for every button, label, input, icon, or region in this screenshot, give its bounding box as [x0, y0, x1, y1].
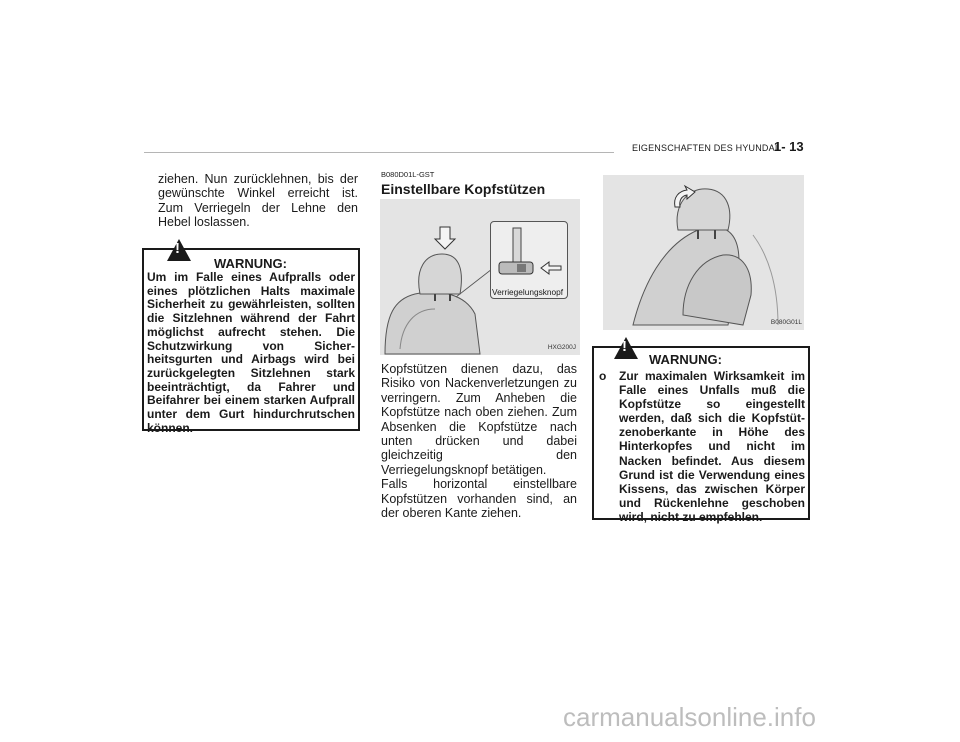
warning-box-headrest	[592, 338, 810, 524]
seat-headrest-side-illustration	[603, 175, 804, 330]
warning-title: WARNUNG:	[649, 352, 722, 367]
page-number: 1- 13	[774, 139, 804, 154]
lock-button-label: Verriegelungsknopf	[492, 287, 564, 297]
headrest-height-figure	[603, 175, 804, 330]
section-title: Einstellbare Kopfstützen	[381, 181, 546, 197]
section-code: B080D01L-GST	[381, 170, 435, 179]
warning-body: Um im Falle eines Aufpralls oder eines plötzlichen Halts maximale Sicherheit zu gewährleisten, sollten die Sitzlehnen während der Fahrt möglichst aufrecht stehen. Die Schutzwirkung von Sicher-heitsgurten und Airbags wird bei zurückgelegten Sitzlehnen stark beeinträchtigt, da Fahrer und Beifahrer bei einem starken Aufprall unter dem Gurt hindurchrutschen können.	[147, 270, 355, 435]
intro-paragraph: ziehen. Nun zurücklehnen, bis der gewünschte Winkel erreicht ist. Zum Verriegeln der Lehne den Hebel loslassen.	[158, 172, 358, 230]
warning-triangle-icon: !	[167, 239, 191, 261]
warning-triangle-icon: !	[614, 337, 638, 359]
figure-code: HXG200J	[547, 344, 576, 351]
headrest-paragraph: Kopfstützen dienen dazu, das Risiko von Nackenverletzungen zu verringern. Zum Anheben die Kopfstütze nach oben ziehen. Zum Absenken die Kopfstütze nach unten drücken und dabei gleichzeitig den Verriegelungsknopf betätigen. Falls horizontal einstellbare Kopfstützen vorhanden sind, an der oberen Kante ziehen.	[381, 362, 577, 521]
figure-code: B080G01L	[770, 319, 802, 326]
watermark: carmanualsonline.info	[563, 702, 816, 732]
headrest-lock-figure	[380, 199, 580, 355]
header-rule	[144, 152, 614, 153]
header-section-title: EIGENSCHAFTEN DES HYUNDAI	[632, 143, 778, 153]
warning-box-seatback	[142, 240, 360, 435]
warning-title: WARNUNG:	[214, 256, 287, 271]
bullet: o	[599, 369, 607, 383]
warning-body: Zur maximalen Wirksamkeit im Falle eines Unfalls muß die Kopfstütze so eingestellt werden, daß sich die Kopfstüt-zenoberkante in Höhe des Hinterkopfes und nicht im Nacken befindet. Aus diesem Grund ist die Verwendung eines Kissens, das zwischen Körper und Rückenlehne geschoben wird, nicht zu empfehlen.	[619, 369, 805, 524]
